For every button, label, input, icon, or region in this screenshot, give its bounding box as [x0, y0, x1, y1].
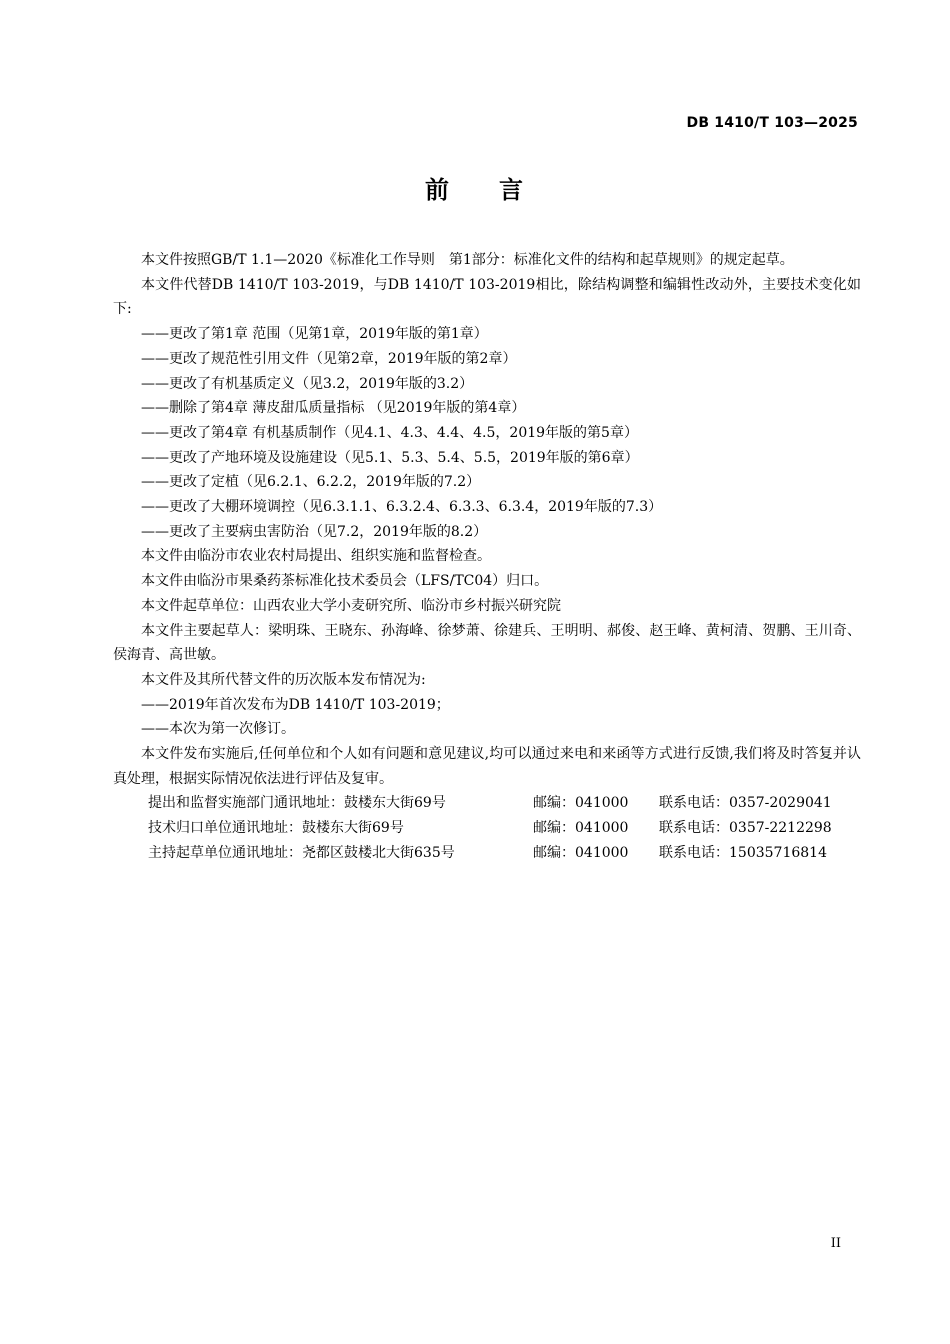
change-item: ——更改了大棚环境调控（见6.3.1.1、6.3.2.4、6.3.3、6.3.4，2019年版的7.3） [141, 499, 663, 516]
contact-address: 技术归口单位通讯地址：鼓楼东大街69号 [148, 820, 404, 837]
change-item: ——更改了第4章 有机基质制作（见4.1、4.3、4.4、4.5，2019年版的第5章） [141, 424, 638, 441]
contact-address: 主持起草单位通讯地址：尧都区鼓楼北大街635号 [148, 844, 455, 861]
contact-zip: 邮编：041000 [533, 795, 629, 812]
change-item: ——更改了主要病虫害防治（见7.2，2019年版的8.2） [141, 523, 488, 540]
contact-row [113, 816, 861, 841]
document-code: DB 1410/T 103—2025 [686, 115, 858, 131]
change-item: ——删除了第4章 薄皮甜瓜质量指标 （见2019年版的第4章） [141, 400, 526, 417]
contact-row [113, 841, 861, 866]
title-char-2: 言 [499, 176, 525, 204]
page-title [0, 170, 950, 205]
paragraph-replacement: 本文件代替DB 1410/T 103-2019，与DB 1410/T 103-2019相比，除结构调整和编辑性改动外，主要技术变化如下: [113, 276, 861, 318]
version-item: ——2019年首次发布为DB 1410/T 103-2019； [141, 696, 450, 713]
version-item: ——本次为第一次修订。 [141, 721, 295, 738]
contact-phone: 联系电话：0357-2212298 [659, 820, 832, 837]
contact-address: 提出和监督实施部门通讯地址：鼓楼东大街69号 [148, 795, 446, 812]
contact-zip: 邮编：041000 [533, 844, 629, 861]
preface-body [113, 248, 861, 866]
paragraph-committee: 本文件由临汾市果桑药茶标准化技术委员会（LFS/TC04）归口。 [141, 573, 549, 590]
paragraph-proposer: 本文件由临汾市农业农村局提出、组织实施和监督检查。 [141, 548, 491, 565]
contact-row [113, 791, 861, 816]
paragraph-drafting-basis: 本文件按照GB/T 1.1—2020《标准化工作导则 第1部分：标准化文件的结构和起草规则》的规定起草。 [141, 252, 794, 268]
title-char-1: 前 [425, 176, 451, 204]
change-item: ——更改了规范性引用文件（见第2章，2019年版的第2章） [141, 350, 517, 367]
contact-phone: 联系电话：0357-2029041 [659, 795, 832, 812]
change-item: ——更改了第1章 范围（见第1章，2019年版的第1章） [141, 326, 488, 343]
paragraph-version-history: 本文件及其所代替文件的历次版本发布情况为: [141, 671, 426, 688]
paragraph-drafters: 本文件主要起草人：梁明珠、王晓东、孙海峰、徐梦萧、徐建兵、王明明、郝俊、赵王峰、黄柯清、贺鹏、王川奇、侯海青、高世敏。 [113, 622, 861, 664]
paragraph-feedback: 本文件发布实施后,任何单位和个人如有问题和意见建议,均可以通过来电和来函等方式进行反馈,我们将及时答复并认真处理，根据实际情况依法进行评估及复审。 [113, 746, 861, 787]
page-number: II [830, 1236, 841, 1251]
change-item: ——更改了定植（见6.2.1、6.2.2，2019年版的7.2） [141, 474, 481, 491]
paragraph-drafting-units: 本文件起草单位：山西农业大学小麦研究所、临汾市乡村振兴研究院 [141, 597, 561, 614]
contact-zip: 邮编：041000 [533, 820, 629, 837]
contact-phone: 联系电话：15035716814 [659, 844, 827, 861]
change-item: ——更改了有机基质定义（见3.2，2019年版的3.2） [141, 375, 474, 392]
change-item: ——更改了产地环境及设施建设（见5.1、5.3、5.4、5.5，2019年版的第6章） [141, 449, 639, 466]
